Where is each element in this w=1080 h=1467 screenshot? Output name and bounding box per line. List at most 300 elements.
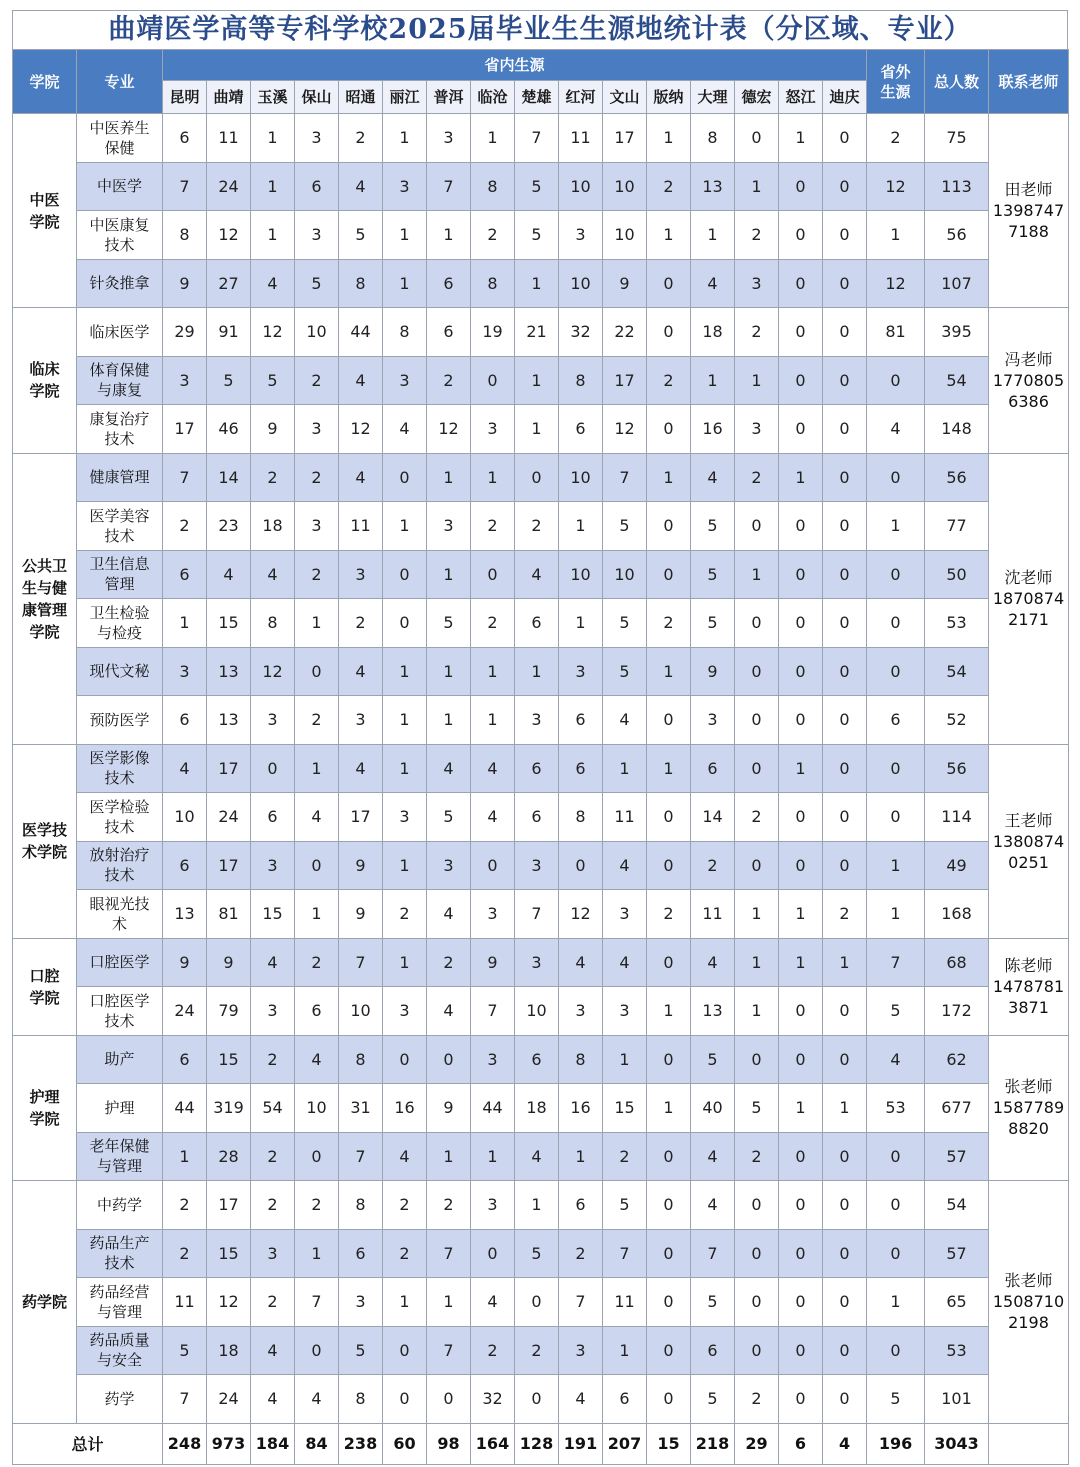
- region-count: 12: [207, 1278, 251, 1327]
- region-count: 0: [823, 1181, 867, 1230]
- region-count: 0: [471, 550, 515, 599]
- region-count: 0: [823, 1326, 867, 1375]
- region-count: 5: [691, 1035, 735, 1084]
- header-row-1: [13, 50, 1069, 81]
- region-total: 218: [691, 1423, 735, 1464]
- region-count: 4: [295, 1035, 339, 1084]
- out-province-count: 0: [867, 744, 925, 793]
- region-count: 29: [163, 308, 207, 357]
- table-row: [13, 259, 1069, 308]
- region-count: 1: [735, 550, 779, 599]
- region-count: 12: [603, 405, 647, 454]
- college-name: 药学院: [13, 1181, 77, 1424]
- table-row: [13, 938, 1069, 987]
- region-count: 4: [691, 938, 735, 987]
- region-count: 2: [647, 599, 691, 648]
- region-count: 8: [559, 356, 603, 405]
- region-count: 0: [823, 1229, 867, 1278]
- region-count: 0: [823, 162, 867, 211]
- totals-label: 总计: [13, 1423, 163, 1464]
- region-count: 1: [735, 890, 779, 939]
- region-count: 0: [735, 114, 779, 163]
- region-total: 164: [471, 1423, 515, 1464]
- region-count: 3: [251, 987, 295, 1036]
- region-count: 8: [691, 114, 735, 163]
- out-province-count: 0: [867, 1326, 925, 1375]
- region-count: 0: [779, 599, 823, 648]
- region-count: 1: [515, 356, 559, 405]
- region-count: 12: [339, 405, 383, 454]
- region-count: 3: [559, 987, 603, 1036]
- region-count: 10: [559, 453, 603, 502]
- region-count: 0: [383, 1035, 427, 1084]
- region-count: 4: [471, 1278, 515, 1327]
- region-count: 0: [515, 453, 559, 502]
- region-count: 1: [383, 647, 427, 696]
- region-count: 5: [603, 502, 647, 551]
- out-province-count: 1: [867, 1278, 925, 1327]
- region-count: 9: [163, 259, 207, 308]
- region-count: 2: [295, 453, 339, 502]
- region-header: 大理: [691, 81, 735, 114]
- region-count: 0: [735, 599, 779, 648]
- region-count: 6: [515, 1035, 559, 1084]
- region-count: 4: [339, 162, 383, 211]
- region-count: 7: [471, 987, 515, 1036]
- region-count: 4: [427, 744, 471, 793]
- region-count: 1: [823, 938, 867, 987]
- region-count: 8: [559, 1035, 603, 1084]
- major-name: 药品生产 技术: [77, 1229, 163, 1278]
- region-count: 7: [295, 1278, 339, 1327]
- major-name: 针灸推拿: [77, 259, 163, 308]
- region-count: 0: [823, 502, 867, 551]
- out-province-count: 0: [867, 599, 925, 648]
- region-count: 2: [427, 356, 471, 405]
- region-count: 91: [207, 308, 251, 357]
- region-count: 2: [251, 453, 295, 502]
- major-total: 54: [925, 1181, 989, 1230]
- region-count: 1: [735, 162, 779, 211]
- region-count: 17: [207, 1181, 251, 1230]
- major-name: 中医学: [77, 162, 163, 211]
- region-count: 1: [603, 744, 647, 793]
- region-count: 6: [515, 744, 559, 793]
- region-count: 0: [647, 308, 691, 357]
- region-count: 3: [515, 938, 559, 987]
- region-count: 7: [163, 1375, 207, 1424]
- region-count: 3: [251, 841, 295, 890]
- region-count: 2: [735, 793, 779, 842]
- region-count: 5: [603, 1181, 647, 1230]
- region-count: 11: [559, 114, 603, 163]
- region-count: 5: [515, 211, 559, 260]
- region-count: 3: [735, 405, 779, 454]
- region-count: 0: [779, 405, 823, 454]
- region-count: 0: [779, 1181, 823, 1230]
- table-row: [13, 744, 1069, 793]
- region-count: 0: [515, 1375, 559, 1424]
- region-count: 5: [251, 356, 295, 405]
- region-count: 0: [647, 841, 691, 890]
- major-total: 172: [925, 987, 989, 1036]
- region-count: 0: [823, 647, 867, 696]
- region-count: 1: [383, 744, 427, 793]
- college-name: 公共卫 生与健 康管理 学院: [13, 453, 77, 744]
- major-name: 医学美容 技术: [77, 502, 163, 551]
- table-row: [13, 308, 1069, 357]
- region-count: 0: [383, 1326, 427, 1375]
- region-count: 0: [647, 793, 691, 842]
- contact-teacher: 张老师 1587789 8820: [989, 1035, 1069, 1181]
- region-count: 5: [515, 162, 559, 211]
- region-count: 15: [207, 1229, 251, 1278]
- region-count: 2: [471, 211, 515, 260]
- major-name: 健康管理: [77, 453, 163, 502]
- region-count: 1: [647, 987, 691, 1036]
- out-province-count: 0: [867, 356, 925, 405]
- contact-teacher: 张老师 1508710 2198: [989, 1181, 1069, 1424]
- region-count: 6: [295, 987, 339, 1036]
- region-count: 0: [647, 1181, 691, 1230]
- region-count: 2: [339, 114, 383, 163]
- region-count: 6: [251, 793, 295, 842]
- region-count: 14: [207, 453, 251, 502]
- major-name: 临床医学: [77, 308, 163, 357]
- region-count: 1: [603, 1326, 647, 1375]
- region-count: 10: [339, 987, 383, 1036]
- region-count: 0: [823, 453, 867, 502]
- region-count: 4: [603, 841, 647, 890]
- totals-contact-empty: [989, 1423, 1069, 1464]
- region-count: 13: [207, 696, 251, 745]
- region-count: 3: [251, 1229, 295, 1278]
- region-count: 6: [559, 696, 603, 745]
- region-count: 0: [735, 647, 779, 696]
- region-count: 4: [691, 1181, 735, 1230]
- region-count: 10: [603, 211, 647, 260]
- region-count: 6: [559, 744, 603, 793]
- region-count: 10: [295, 1084, 339, 1133]
- region-count: 0: [647, 1278, 691, 1327]
- region-count: 4: [603, 696, 647, 745]
- region-count: 3: [603, 987, 647, 1036]
- major-total: 49: [925, 841, 989, 890]
- out-province-total: 196: [867, 1423, 925, 1464]
- region-count: 3: [295, 502, 339, 551]
- out-province-count: 0: [867, 793, 925, 842]
- region-count: 0: [823, 599, 867, 648]
- out-province-count: 12: [867, 259, 925, 308]
- region-header: 德宏: [735, 81, 779, 114]
- region-count: 12: [559, 890, 603, 939]
- region-count: 2: [691, 841, 735, 890]
- region-count: 0: [735, 1181, 779, 1230]
- region-count: 4: [295, 793, 339, 842]
- out-province-count: 53: [867, 1084, 925, 1133]
- region-count: 0: [779, 1229, 823, 1278]
- region-header: 版纳: [647, 81, 691, 114]
- region-count: 15: [207, 1035, 251, 1084]
- region-count: 0: [735, 1035, 779, 1084]
- grand-total: 3043: [925, 1423, 989, 1464]
- region-count: 3: [471, 405, 515, 454]
- major-name: 药学: [77, 1375, 163, 1424]
- region-header: 曲靖: [207, 81, 251, 114]
- region-count: 1: [779, 744, 823, 793]
- region-count: 1: [383, 114, 427, 163]
- table-row: [13, 890, 1069, 939]
- region-count: 17: [163, 405, 207, 454]
- region-count: 22: [603, 308, 647, 357]
- region-count: 21: [515, 308, 559, 357]
- region-count: 13: [691, 987, 735, 1036]
- college-name: 口腔 学院: [13, 938, 77, 1035]
- region-count: 1: [779, 453, 823, 502]
- region-count: 3: [251, 696, 295, 745]
- region-count: 1: [471, 696, 515, 745]
- region-count: 0: [471, 356, 515, 405]
- region-count: 9: [339, 841, 383, 890]
- region-count: 5: [691, 599, 735, 648]
- region-count: 0: [823, 550, 867, 599]
- region-count: 9: [427, 1084, 471, 1133]
- region-count: 5: [339, 1326, 383, 1375]
- region-count: 2: [735, 1375, 779, 1424]
- region-count: 0: [779, 1375, 823, 1424]
- region-count: 1: [251, 211, 295, 260]
- region-count: 1: [735, 987, 779, 1036]
- region-count: 0: [647, 938, 691, 987]
- region-count: 4: [295, 1375, 339, 1424]
- region-count: 0: [823, 696, 867, 745]
- region-count: 13: [163, 890, 207, 939]
- region-count: 1: [427, 211, 471, 260]
- region-count: 16: [691, 405, 735, 454]
- region-count: 2: [647, 356, 691, 405]
- region-count: 2: [383, 890, 427, 939]
- major-total: 75: [925, 114, 989, 163]
- region-count: 0: [779, 308, 823, 357]
- region-count: 0: [735, 744, 779, 793]
- region-count: 0: [823, 259, 867, 308]
- region-count: 7: [559, 1278, 603, 1327]
- region-count: 24: [207, 1375, 251, 1424]
- region-count: 18: [251, 502, 295, 551]
- region-count: 4: [251, 1375, 295, 1424]
- page: [12, 10, 1068, 1465]
- region-count: 17: [603, 114, 647, 163]
- region-count: 32: [471, 1375, 515, 1424]
- region-count: 3: [471, 1181, 515, 1230]
- region-count: 3: [339, 1278, 383, 1327]
- region-count: 6: [339, 1229, 383, 1278]
- region-count: 3: [383, 162, 427, 211]
- table-row: [13, 453, 1069, 502]
- region-count: 1: [647, 744, 691, 793]
- region-count: 3: [559, 1326, 603, 1375]
- region-total: 84: [295, 1423, 339, 1464]
- table-row: [13, 162, 1069, 211]
- region-count: 7: [427, 1229, 471, 1278]
- region-count: 2: [339, 599, 383, 648]
- region-count: 7: [603, 1229, 647, 1278]
- region-count: 1: [383, 1278, 427, 1327]
- region-count: 13: [207, 647, 251, 696]
- region-count: 0: [823, 308, 867, 357]
- out-province-count: 1: [867, 211, 925, 260]
- region-count: 2: [603, 1132, 647, 1181]
- out-province-count: 0: [867, 550, 925, 599]
- region-count: 2: [515, 1326, 559, 1375]
- region-count: 1: [515, 405, 559, 454]
- major-name: 卫生信息 管理: [77, 550, 163, 599]
- region-count: 1: [735, 938, 779, 987]
- table-row: [13, 696, 1069, 745]
- region-count: 1: [779, 1084, 823, 1133]
- region-count: 2: [295, 356, 339, 405]
- region-count: 24: [207, 793, 251, 842]
- page-title: 曲靖医学高等专科学校2025届毕业生生源地统计表（分区域、专业）: [12, 10, 1068, 49]
- region-count: 15: [207, 599, 251, 648]
- region-count: 6: [163, 841, 207, 890]
- region-count: 12: [427, 405, 471, 454]
- region-count: 7: [339, 1132, 383, 1181]
- region-count: 2: [559, 1229, 603, 1278]
- region-count: 5: [603, 647, 647, 696]
- totals-row: [13, 1423, 1069, 1464]
- region-count: 6: [427, 308, 471, 357]
- out-province-count: 1: [867, 841, 925, 890]
- region-count: 4: [339, 744, 383, 793]
- region-header: 昭通: [339, 81, 383, 114]
- region-count: 0: [427, 1375, 471, 1424]
- region-count: 12: [251, 308, 295, 357]
- region-count: 1: [383, 841, 427, 890]
- region-count: 4: [559, 938, 603, 987]
- contact-teacher: 沈老师 1870874 2171: [989, 453, 1069, 744]
- major-name: 中医养生 保健: [77, 114, 163, 163]
- major-total: 677: [925, 1084, 989, 1133]
- region-count: 7: [603, 453, 647, 502]
- major-total: 77: [925, 502, 989, 551]
- major-name: 眼视光技 术: [77, 890, 163, 939]
- region-count: 3: [471, 1035, 515, 1084]
- region-count: 3: [339, 550, 383, 599]
- region-count: 3: [559, 647, 603, 696]
- region-count: 1: [163, 1132, 207, 1181]
- region-count: 4: [251, 550, 295, 599]
- region-count: 2: [735, 308, 779, 357]
- major-total: 53: [925, 599, 989, 648]
- region-count: 0: [823, 793, 867, 842]
- region-count: 0: [735, 841, 779, 890]
- region-count: 1: [251, 162, 295, 211]
- region-count: 0: [251, 744, 295, 793]
- region-count: 17: [207, 841, 251, 890]
- region-count: 17: [207, 744, 251, 793]
- major-total: 56: [925, 744, 989, 793]
- region-header: 怒江: [779, 81, 823, 114]
- region-count: 0: [559, 841, 603, 890]
- table-row: [13, 114, 1069, 163]
- table-row: [13, 1132, 1069, 1181]
- major-name: 康复治疗 技术: [77, 405, 163, 454]
- region-count: 31: [339, 1084, 383, 1133]
- region-count: 1: [691, 356, 735, 405]
- region-count: 0: [647, 696, 691, 745]
- region-count: 9: [251, 405, 295, 454]
- region-count: 8: [383, 308, 427, 357]
- region-header: 保山: [295, 81, 339, 114]
- region-count: 0: [383, 1375, 427, 1424]
- region-count: 2: [735, 211, 779, 260]
- region-count: 16: [383, 1084, 427, 1133]
- table-row: [13, 841, 1069, 890]
- region-total: 184: [251, 1423, 295, 1464]
- major-name: 预防医学: [77, 696, 163, 745]
- region-total: 98: [427, 1423, 471, 1464]
- region-count: 2: [295, 550, 339, 599]
- out-province-header: 省外 生源: [867, 50, 925, 114]
- region-count: 6: [691, 1326, 735, 1375]
- region-count: 8: [251, 599, 295, 648]
- region-count: 0: [779, 1035, 823, 1084]
- region-count: 10: [163, 793, 207, 842]
- region-count: 9: [339, 890, 383, 939]
- region-count: 0: [779, 841, 823, 890]
- region-count: 3: [383, 793, 427, 842]
- region-count: 24: [163, 987, 207, 1036]
- region-count: 16: [559, 1084, 603, 1133]
- major-name: 现代文秘: [77, 647, 163, 696]
- region-count: 8: [471, 162, 515, 211]
- table-row: [13, 550, 1069, 599]
- region-count: 17: [339, 793, 383, 842]
- major-name: 护理: [77, 1084, 163, 1133]
- region-count: 3: [163, 356, 207, 405]
- region-count: 9: [471, 938, 515, 987]
- out-province-count: 0: [867, 1132, 925, 1181]
- region-count: 18: [691, 308, 735, 357]
- region-count: 3: [383, 987, 427, 1036]
- region-count: 0: [735, 1229, 779, 1278]
- region-count: 54: [251, 1084, 295, 1133]
- region-count: 1: [427, 550, 471, 599]
- region-count: 19: [471, 308, 515, 357]
- major-total: 107: [925, 259, 989, 308]
- college-name: 临床 学院: [13, 308, 77, 454]
- table-row: [13, 1084, 1069, 1133]
- region-count: 3: [295, 211, 339, 260]
- region-count: 1: [383, 259, 427, 308]
- region-count: 3: [603, 890, 647, 939]
- region-header: 丽江: [383, 81, 427, 114]
- region-count: 4: [471, 793, 515, 842]
- region-count: 10: [559, 550, 603, 599]
- major-total: 53: [925, 1326, 989, 1375]
- region-count: 6: [295, 162, 339, 211]
- region-count: 1: [295, 744, 339, 793]
- region-header: 玉溪: [251, 81, 295, 114]
- region-count: 1: [647, 453, 691, 502]
- region-count: 18: [207, 1326, 251, 1375]
- major-total: 65: [925, 1278, 989, 1327]
- out-province-count: 81: [867, 308, 925, 357]
- region-count: 12: [251, 647, 295, 696]
- region-count: 1: [295, 890, 339, 939]
- region-count: 0: [823, 1132, 867, 1181]
